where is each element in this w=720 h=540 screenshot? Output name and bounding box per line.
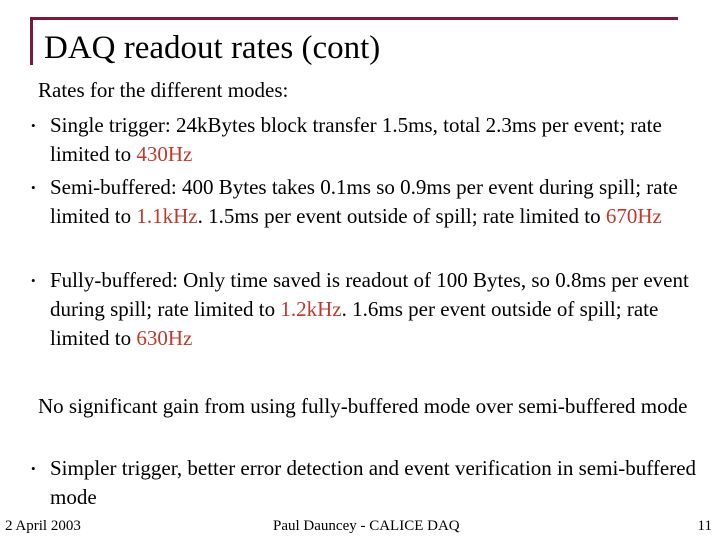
title-top-rule [30,17,678,20]
bullet-dot-icon: • [31,180,36,195]
bullet-text: Semi-buffered: 400 Bytes takes 0.1ms so 0.9ms per event during spill; rate limited to 1.1kHz. 1.5ms per event outside of spill; rate limited to 670Hz [50,175,678,228]
bullet-semi-buffered [31,173,702,231]
footer-author: Paul Dauncey - CALICE DAQ [273,518,460,534]
conclusion-text: No significant gain from using fully-buffered mode over semi-buffered mode [38,394,688,418]
footer-date: 2 April 2003 [5,518,81,534]
bullet-dot-icon: • [31,273,36,288]
slide-title: DAQ readout rates (cont) [44,30,381,66]
page-number: 11 [697,518,712,534]
intro-text: Rates for the different modes: [38,78,289,102]
title-left-rule [30,17,33,65]
bullet-dot-icon: • [31,118,36,133]
rate-highlight: 670Hz [605,204,662,228]
rate-highlight: 630Hz [136,326,193,350]
rate-highlight: 1.2kHz [280,297,342,321]
rate-highlight: 1.1kHz [136,204,198,228]
bullet-fully-buffered [31,266,702,353]
bullet-single-trigger [31,111,702,169]
bullet-text: Simpler trigger, better error detection and event verification in semi-buffered mode [50,456,697,509]
bullet-text: Fully-buffered: Only time saved is readout of 100 Bytes, so 0.8ms per event during spill; rate limited to 1.2kHz. 1.6ms per event outside of spill; rate limited to 630Hz [50,268,689,350]
bullet-text: Single trigger: 24kBytes block transfer 1.5ms, total 2.3ms per event; rate limited to 430Hz [50,113,662,166]
bullet-dot-icon: • [31,461,36,476]
rate-highlight: 430Hz [136,142,193,166]
bullet-simpler-trigger [31,454,702,512]
